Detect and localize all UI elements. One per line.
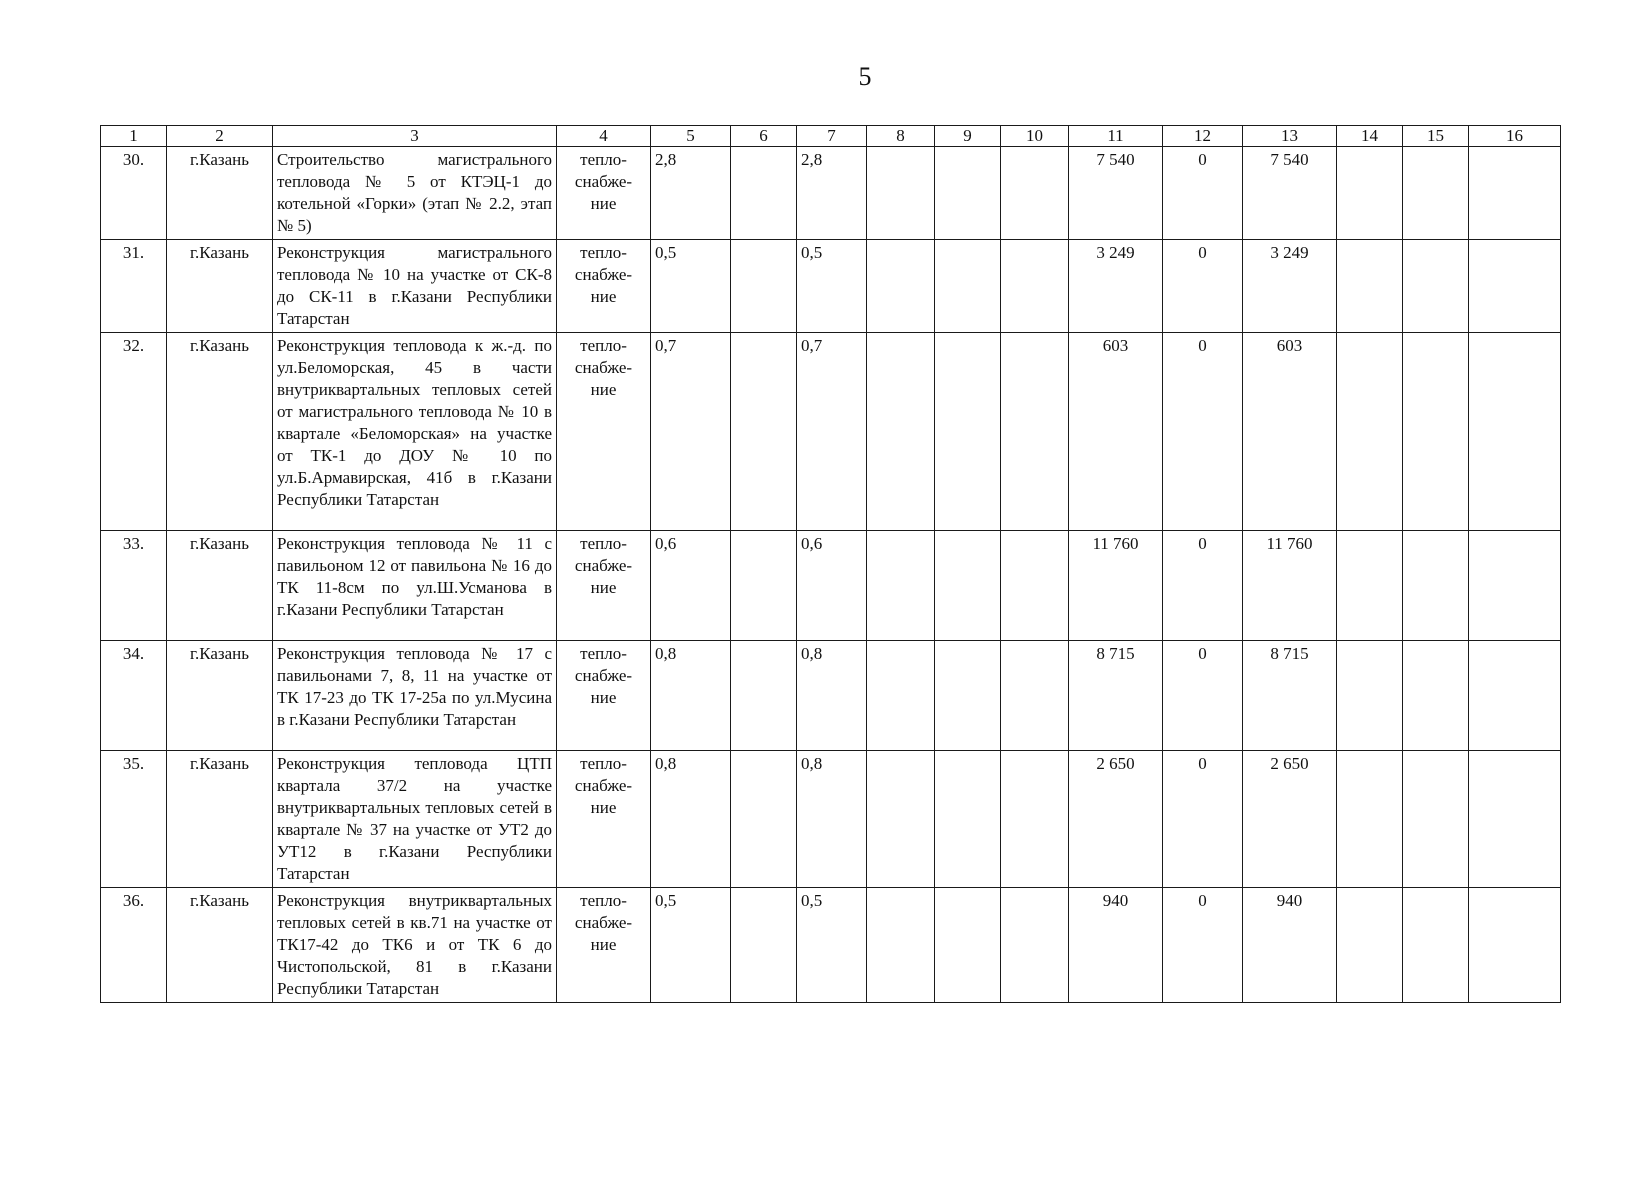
amount-cell-col11: 3 249 [1069,240,1163,333]
value-cell-col7: 0,5 [797,888,867,1003]
value-cell-col15 [1403,147,1469,240]
value-cell-col5: 0,6 [651,531,731,641]
value-cell-col14 [1337,240,1403,333]
value-cell-col9 [935,641,1001,751]
amount-cell-col13: 11 760 [1243,531,1337,641]
amount-cell-col11: 603 [1069,333,1163,531]
column-header: 11 [1069,126,1163,147]
value-cell-col7: 0,8 [797,751,867,888]
amount-cell-col12: 0 [1163,147,1243,240]
row-number: 34. [101,641,167,751]
city-cell: г.Казань [167,751,273,888]
value-cell-col5: 0,8 [651,751,731,888]
type-line: ние [590,935,617,954]
value-cell-col16 [1469,888,1561,1003]
table-row [101,641,1561,751]
table-row [101,531,1561,641]
value-cell-col6 [731,641,797,751]
value-cell-col9 [935,751,1001,888]
value-cell-col15 [1403,240,1469,333]
amount-cell-col13: 940 [1243,888,1337,1003]
value-cell-col8 [867,641,935,751]
value-cell-col10 [1001,147,1069,240]
column-header: 15 [1403,126,1469,147]
value-cell-col9 [935,240,1001,333]
value-cell-col9 [935,888,1001,1003]
column-header: 2 [167,126,273,147]
column-header-row [101,126,1561,147]
value-cell-col5: 0,8 [651,641,731,751]
type-line: снабже- [574,556,633,575]
value-cell-col16 [1469,751,1561,888]
table-row [101,333,1561,531]
value-cell-col15 [1403,641,1469,751]
amount-cell-col12: 0 [1163,888,1243,1003]
description-cell: Строительство магистрального тепловода № 5 от КТЭЦ-1 до котельной «Горки» (этап № 2.2, этап № 5) [273,147,557,240]
amount-cell-col13: 7 540 [1243,147,1337,240]
column-header: 6 [731,126,797,147]
column-header: 5 [651,126,731,147]
value-cell-col6 [731,751,797,888]
value-cell-col14 [1337,333,1403,531]
column-header: 9 [935,126,1001,147]
city-cell: г.Казань [167,641,273,751]
column-header: 8 [867,126,935,147]
value-cell-col6 [731,888,797,1003]
value-cell-col14 [1337,888,1403,1003]
value-cell-col10 [1001,888,1069,1003]
type-line: тепло- [580,336,627,355]
column-header: 14 [1337,126,1403,147]
amount-cell-col13: 8 715 [1243,641,1337,751]
value-cell-col6 [731,147,797,240]
value-cell-col14 [1337,147,1403,240]
type-line: тепло- [580,891,627,910]
value-cell-col16 [1469,641,1561,751]
column-header: 4 [557,126,651,147]
value-cell-col9 [935,333,1001,531]
value-cell-col16 [1469,147,1561,240]
value-cell-col8 [867,751,935,888]
column-header: 12 [1163,126,1243,147]
type-line: ние [590,194,617,213]
city-cell: г.Казань [167,333,273,531]
value-cell-col14 [1337,751,1403,888]
amount-cell-col11: 940 [1069,888,1163,1003]
type-cell [557,751,651,888]
value-cell-col16 [1469,240,1561,333]
value-cell-col5: 0,5 [651,240,731,333]
type-line: тепло- [580,754,627,773]
amount-cell-col11: 11 760 [1069,531,1163,641]
description-cell: Реконструкция тепловода № 17 с павильонами 7, 8, 11 на участке от ТК 17-23 до ТК 17-25а по ул.Мусина в г.Казани Республики Татарстан [273,641,557,751]
value-cell-col16 [1469,333,1561,531]
amount-cell-col11: 8 715 [1069,641,1163,751]
column-header: 16 [1469,126,1561,147]
value-cell-col6 [731,240,797,333]
table-row [101,147,1561,240]
type-cell [557,531,651,641]
type-line: тепло- [580,644,627,663]
column-header: 3 [273,126,557,147]
city-cell: г.Казань [167,531,273,641]
amount-cell-col13: 3 249 [1243,240,1337,333]
type-line: ние [590,380,617,399]
projects-table [100,125,1561,1003]
table-row [101,240,1561,333]
description-cell: Реконструкция магистрального тепловода № 10 на участке от СК-8 до СК-11 в г.Казани Республики Татарстан [273,240,557,333]
value-cell-col10 [1001,641,1069,751]
value-cell-col7: 0,5 [797,240,867,333]
type-cell [557,333,651,531]
value-cell-col10 [1001,333,1069,531]
value-cell-col15 [1403,333,1469,531]
type-line: снабже- [574,666,633,685]
value-cell-col16 [1469,531,1561,641]
column-header: 10 [1001,126,1069,147]
type-cell [557,888,651,1003]
amount-cell-col12: 0 [1163,333,1243,531]
value-cell-col8 [867,147,935,240]
city-cell: г.Казань [167,888,273,1003]
row-number: 33. [101,531,167,641]
amount-cell-col13: 2 650 [1243,751,1337,888]
description-cell: Реконструкция внутриквартальных тепловых сетей в кв.71 на участке от ТК17-42 до ТК6 и от ТК 6 до Чистопольской, 81 в г.Казани Республики Татарстан [273,888,557,1003]
city-cell: г.Казань [167,147,273,240]
value-cell-col6 [731,531,797,641]
value-cell-col15 [1403,888,1469,1003]
amount-cell-col11: 2 650 [1069,751,1163,888]
type-line: снабже- [574,358,633,377]
value-cell-col6 [731,333,797,531]
value-cell-col10 [1001,240,1069,333]
type-cell [557,147,651,240]
type-line: снабже- [574,172,633,191]
row-number: 35. [101,751,167,888]
type-line: снабже- [574,265,633,284]
value-cell-col5: 0,7 [651,333,731,531]
table-row [101,888,1561,1003]
value-cell-col8 [867,531,935,641]
type-line: тепло- [580,150,627,169]
table-row [101,751,1561,888]
type-line: ние [590,578,617,597]
row-number: 32. [101,333,167,531]
type-line: ние [590,688,617,707]
value-cell-col5: 0,5 [651,888,731,1003]
value-cell-col8 [867,333,935,531]
value-cell-col14 [1337,531,1403,641]
value-cell-col14 [1337,641,1403,751]
type-line: тепло- [580,534,627,553]
amount-cell-col11: 7 540 [1069,147,1163,240]
value-cell-col5: 2,8 [651,147,731,240]
column-header: 7 [797,126,867,147]
value-cell-col8 [867,888,935,1003]
value-cell-col10 [1001,531,1069,641]
type-cell [557,240,651,333]
type-cell [557,641,651,751]
description-cell: Реконструкция тепловода ЦТП квартала 37/2 на участке внутриквартальных тепловых сетей в квартале № 37 на участке от УТ2 до УТ12 в г.Казани Республики Татарстан [273,751,557,888]
value-cell-col15 [1403,531,1469,641]
type-line: ние [590,287,617,306]
amount-cell-col12: 0 [1163,751,1243,888]
row-number: 31. [101,240,167,333]
value-cell-col15 [1403,751,1469,888]
value-cell-col9 [935,531,1001,641]
page-number: 5 [858,62,872,91]
type-line: снабже- [574,913,633,932]
row-number: 30. [101,147,167,240]
value-cell-col7: 0,6 [797,531,867,641]
value-cell-col10 [1001,751,1069,888]
type-line: снабже- [574,776,633,795]
value-cell-col7: 0,8 [797,641,867,751]
column-header: 13 [1243,126,1337,147]
type-line: ние [590,798,617,817]
column-header: 1 [101,126,167,147]
value-cell-col7: 0,7 [797,333,867,531]
city-cell: г.Казань [167,240,273,333]
description-cell: Реконструкция тепловода к ж.-д. по ул.Беломорская, 45 в части внутриквартальных тепловых сетей от магистрального тепловода № 10 в квартале «Беломорская» на участке от ТК-1 до ДОУ № 10 по ул.Б.Армавирская, 41б в г.Казани Республики Татарстан [273,333,557,531]
type-line: тепло- [580,243,627,262]
amount-cell-col13: 603 [1243,333,1337,531]
amount-cell-col12: 0 [1163,641,1243,751]
amount-cell-col12: 0 [1163,531,1243,641]
value-cell-col9 [935,147,1001,240]
value-cell-col8 [867,240,935,333]
description-cell: Реконструкция тепловода № 11 с павильоном 12 от павильона № 16 до ТК 11-8см по ул.Ш.Усманова в г.Казани Республики Татарстан [273,531,557,641]
value-cell-col7: 2,8 [797,147,867,240]
row-number: 36. [101,888,167,1003]
amount-cell-col12: 0 [1163,240,1243,333]
